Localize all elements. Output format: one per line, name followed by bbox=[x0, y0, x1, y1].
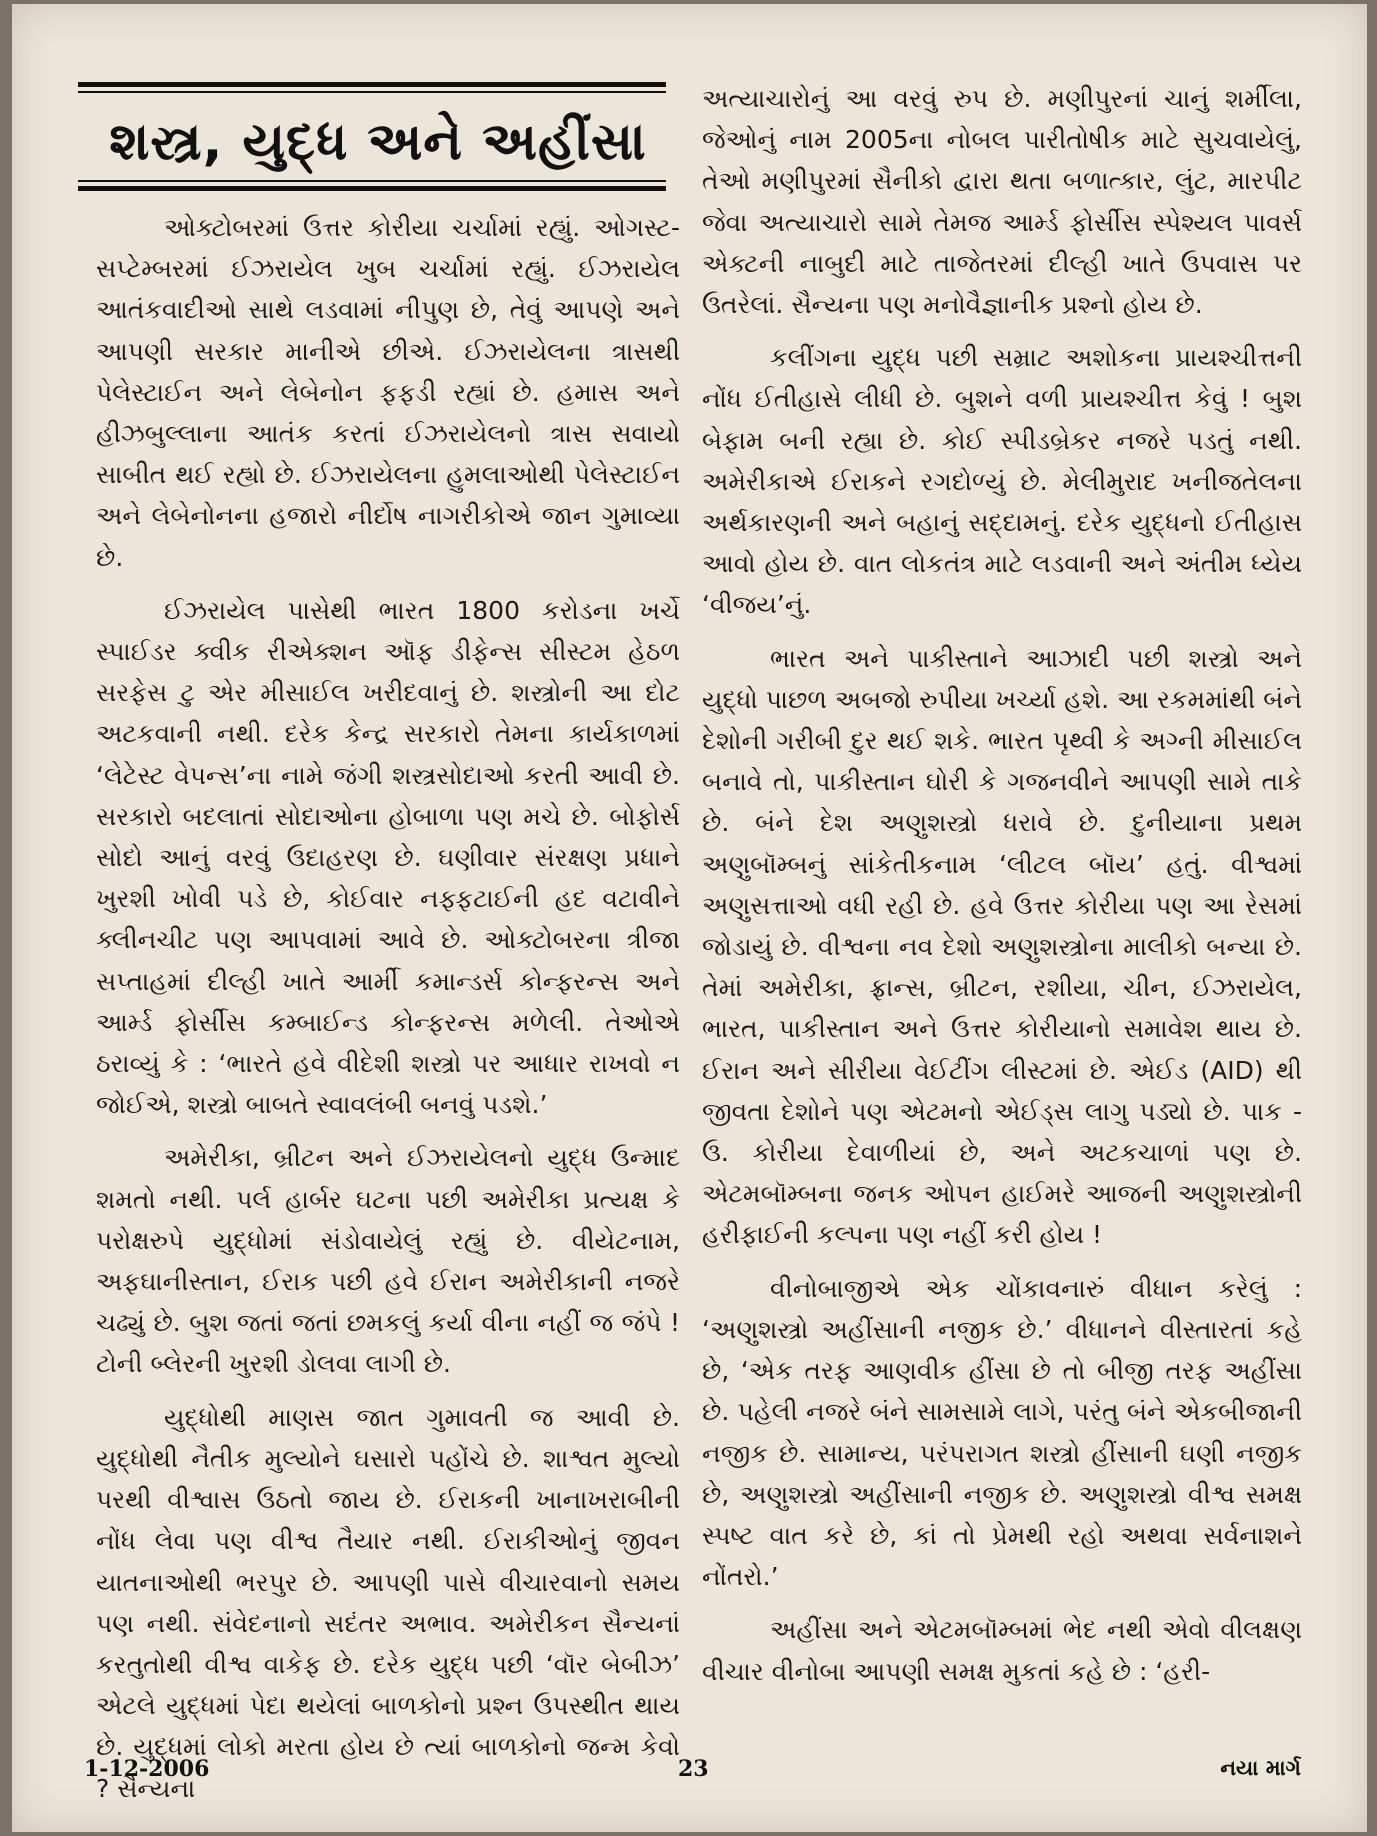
paragraph: કલીંગના યુદ્ધ પછી સમ્રાટ અશોકના પ્રાયશ્ચીત્તની નોંધ ઈતીહાસે લીધી છે. બુશને વળી પ્રાયશ્ચીત્ત કેવું ! બુશ બેફામ બની રહ્યા છે. કોઈ સ્પીડબ્રેકર નજરે પડતું નથી. અમેરીકાએ ઈરાકને રગદોળ્યું છે. મેલીમુરાદ ખનીજતેલના અર્થકારણની અને બહાનું સદ્દામનું. દરેક યુદ્ધનો ઈતીહાસ આવો હોય છે. વાત લોકતંત્ર માટે લડવાની અને અંતીમ ધ્યેય ‘વીજય’નું. bbox=[702, 343, 1302, 620]
paragraph: અત્યાચારોનું આ વરવું રુપ છે. મણીપુરનાં ચાનું શર્મીલા, જેઓનું નામ 2005ના નોબલ પારીતોષીક માટે સુચવાયેલું, તેઓ મણીપુરમાં સૈનીકો દ્વારા થતા બળાત્કાર, લુંટ, મારપીટ જેવા અત્યાચારો સામે તેમજ આર્મ્ડ ફોર્સીસ સ્પેશ્યલ પાવર્સ એક્ટની નાબુદી માટે તાજેતરમાં દીલ્હી ખાતે ઉપવાસ પર ઉતરેલાં. સૈન્યના પણ મનોવૈજ્ઞાનીક પ્રશ્નો હોય છે. bbox=[702, 84, 1302, 320]
paragraph: વીનોબાજીએ એક ચોંકાવનારું વીધાન કરેલું : ‘અણુશસ્ત્રો અહીંસાની નજીક છે.’ વીધાનને વીસ્તારતાં કહે છે, ‘એક તરફ આણવીક હીંસા છે તો બીજી તરફ અહીંસા છે. પહેલી નજરે બંને સામસામે લાગે, પરંતુ બંને એકબીજાની નજીક છે. સામાન્ય, પરંપરાગત શસ્ત્રો હીંસાની ઘણી નજીક છે, અણુશસ્ત્રો અહીંસાની નજીક છે. અણુશસ્ત્રો વીશ્વ સમક્ષ સ્પષ્ટ વાત કરે છે, કાં તો પ્રેમથી રહો અથવા સર્વનાશને નોંતરો.’ bbox=[702, 1273, 1302, 1592]
title-top-rule-thin bbox=[78, 91, 666, 93]
paragraph: અહીંસા અને એટમબૉમ્બમાં ભેદ નથી એવો વીલક્ષણ વીચાર વીનોબા આપણી સમક્ષ મુકતાં કહે છે : ‘હરી- bbox=[702, 1615, 1302, 1686]
paragraph: ઓક્ટોબરમાં ઉત્તર કોરીયા ચર્ચામાં રહ્યું. ઓગસ્ટ-સપ્ટેમ્બરમાં ઈઝરાયેલ ખુબ ચર્ચામાં રહ્યું. ઈઝરાયેલ આતંકવાદીઓ સાથે લડવામાં નીપુણ છે, તેવું આપણે અને આપણી સરકાર માનીએ છીએ. ઈઝરાયેલના ત્રાસથી પેલેસ્ટાઈન અને લેબેનોન ફફડી રહ્યાં છે. હમાસ અને હીઝબુલ્લાના આતંક કરતાં ઈઝરાયેલનો ત્રાસ સવાયો સાબીત થઈ રહ્યો છે. ઈઝરાયેલના હુમલાઓથી પેલેસ્ટાઈન અને લેબેનોનના હજારો નીર્દોષ નાગરીકોએ જાન ગુમાવ્યા છે. bbox=[96, 213, 680, 572]
magazine-page bbox=[12, 4, 1367, 1832]
right-column bbox=[702, 78, 1302, 1750]
title-top-rule-thick bbox=[78, 82, 666, 87]
footer-date: 1-12-2006 bbox=[84, 1756, 210, 1782]
paragraph: ભારત અને પાકીસ્તાને આઝાદી પછી શસ્ત્રો અને યુદ્ધો પાછળ અબજો રુપીયા ખર્ચ્યા હશે. આ રકમમાંથી બંને દેશોની ગરીબી દુર થઈ શકે. ભારત પૃથ્વી કે અગ્ની મીસાઈલ બનાવે તો, પાકીસ્તાન ઘોરી કે ગજનવીને આપણી સામે તાકે છે. બંને દેશ અણુશસ્ત્રો ધરાવે છે. દુનીયાના પ્રથમ અણુબૉમ્બનું સાંકેતીકનામ ‘લીટલ બૉય’ હતું. વીશ્વમાં અણુસત્તાઓ વધી રહી છે. હવે ઉત્તર કોરીયા પણ આ રેસમાં જોડાયું છે. વીશ્વના નવ દેશો અણુશસ્ત્રોના માલીકો બન્યા છે. તેમાં અમેરીકા, ફ્રાન્સ, બ્રીટન, રશીયા, ચીન, ઈઝરાયેલ, ભારત, પાકીસ્તાન અને ઉત્તર કોરીયાનો સમાવેશ થાય છે. ઈરાન અને સીરીયા વેઈટીંગ લીસ્ટમાં છે. એઈડ (AID) થી જીવતા દેશોને પણ એટમનો એઈડ્સ લાગુ પડ્યો છે. પાક - ઉ. કોરીયા દેવાળીયાં છે, અને અટકચાળાં પણ છે. એટમબૉમ્બના જનક ઓપન હાઈમરે આજની અણુશસ્ત્રોની હરીફાઈની કલ્પના પણ નહીં કરી હોય ! bbox=[702, 643, 1302, 1250]
footer-page-number: 23 bbox=[678, 1756, 709, 1782]
footer-publication: નયા માર્ગ bbox=[1220, 1756, 1301, 1780]
paragraph: અમેરીકા, બ્રીટન અને ઈઝરાયેલનો યુદ્ધ ઉન્માદ શમતો નથી. પર્લ હાર્બર ઘટના પછી અમેરીકા પ્રત્યક્ષ કે પરોક્ષરુપે યુદ્ધોમાં સંડોવાયેલું રહ્યું છે. વીયેટનામ, અફઘાનીસ્તાન, ઈરાક પછી હવે ઈરાન અમેરીકાની નજરે ચઢ્યું છે. બુશ જતાં જતાં છમકલું કર્યા વીના નહીં જ જંપે ! ટોની બ્લેરની ખુરશી ડોલવા લાગી છે. bbox=[96, 1143, 680, 1379]
paragraph: ઈઝરાયેલ પાસેથી ભારત 1800 કરોડના ખર્ચે સ્પાઈડર ક્વીક રીએક્શન ઑફ ડીફેન્સ સીસ્ટમ હેઠળ સરફેસ ટુ એર મીસાઈલ ખરીદવાનું છે. શસ્ત્રોની આ દોટ અટકવાની નથી. દરેક કેન્દ્ર સરકારો તેમના કાર્યકાળમાં ‘લેટેસ્ટ વેપન્સ’ના નામે જંગી શસ્ત્રસોદાઓ કરતી આવી છે. સરકારો બદલાતાં સોદાઓના હોબાળા પણ મચે છે. બોફોર્સ સોદો આનું વરવું ઉદાહરણ છે. ઘણીવાર સંરક્ષણ પ્રધાને ખુરશી ખોવી પડે છે, કોઈવાર નફ્ફટાઈની હદ વટાવીને ક્લીનચીટ પણ આપવામાં આવે છે. ઓક્ટોબરના ત્રીજા સપ્તાહમાં દીલ્હી ખાતે આર્મી કમાન્ડર્સ કોન્ફરન્સ અને આર્મ્ડ ફોર્સીસ કમ્બાઈન્ડ કોન્ફરન્સ મળેલી. તેઓએ ઠરાવ્યું કે : ‘ભારતે હવે વીદેશી શસ્ત્રો પર આધાર રાખવો ન જોઈએ, શસ્ત્રો બાબતે સ્વાવલંબી બનવું પડશે.’ bbox=[96, 595, 680, 1120]
title-bottom-rule-thin bbox=[78, 180, 666, 182]
article-title: શસ્ત્ર, યુદ્ધ અને અહીંસા bbox=[109, 111, 647, 172]
title-bottom-rule-thick bbox=[78, 186, 666, 191]
paragraph: યુદ્ધોથી માણસ જાત ગુમાવતી જ આવી છે. યુદ્ધોથી નૈતીક મુલ્યોને ઘસારો પહોંચે છે. શાશ્વત મુલ્યો પરથી વીશ્વાસ ઉઠતો જાય છે. ઈરાકની ખાનાખરાબીની નોંધ લેવા પણ વીશ્વ તૈયાર નથી. ઈરાકીઓનું જીવન યાતનાઓથી ભરપુર છે. આપણી પાસે વીચારવાનો સમય પણ નથી. સંવેદનાનો સદંતર અભાવ. અમેરીકન સૈન્યનાં કરતુતોથી વીશ્વ વાકેફ છે. દરેક યુદ્ધ પછી ‘વૉર બેબીઝ’ એટલે યુદ્ધમાં પેદા થયેલાં બાળકોનો પ્રશ્ન ઉપસ્થીત થાય છે. યુદ્ધમાં લોકો મરતા હોય છે ત્યાં બાળકોનો જન્મ કેવો ? સૈન્યના bbox=[96, 1402, 680, 1803]
